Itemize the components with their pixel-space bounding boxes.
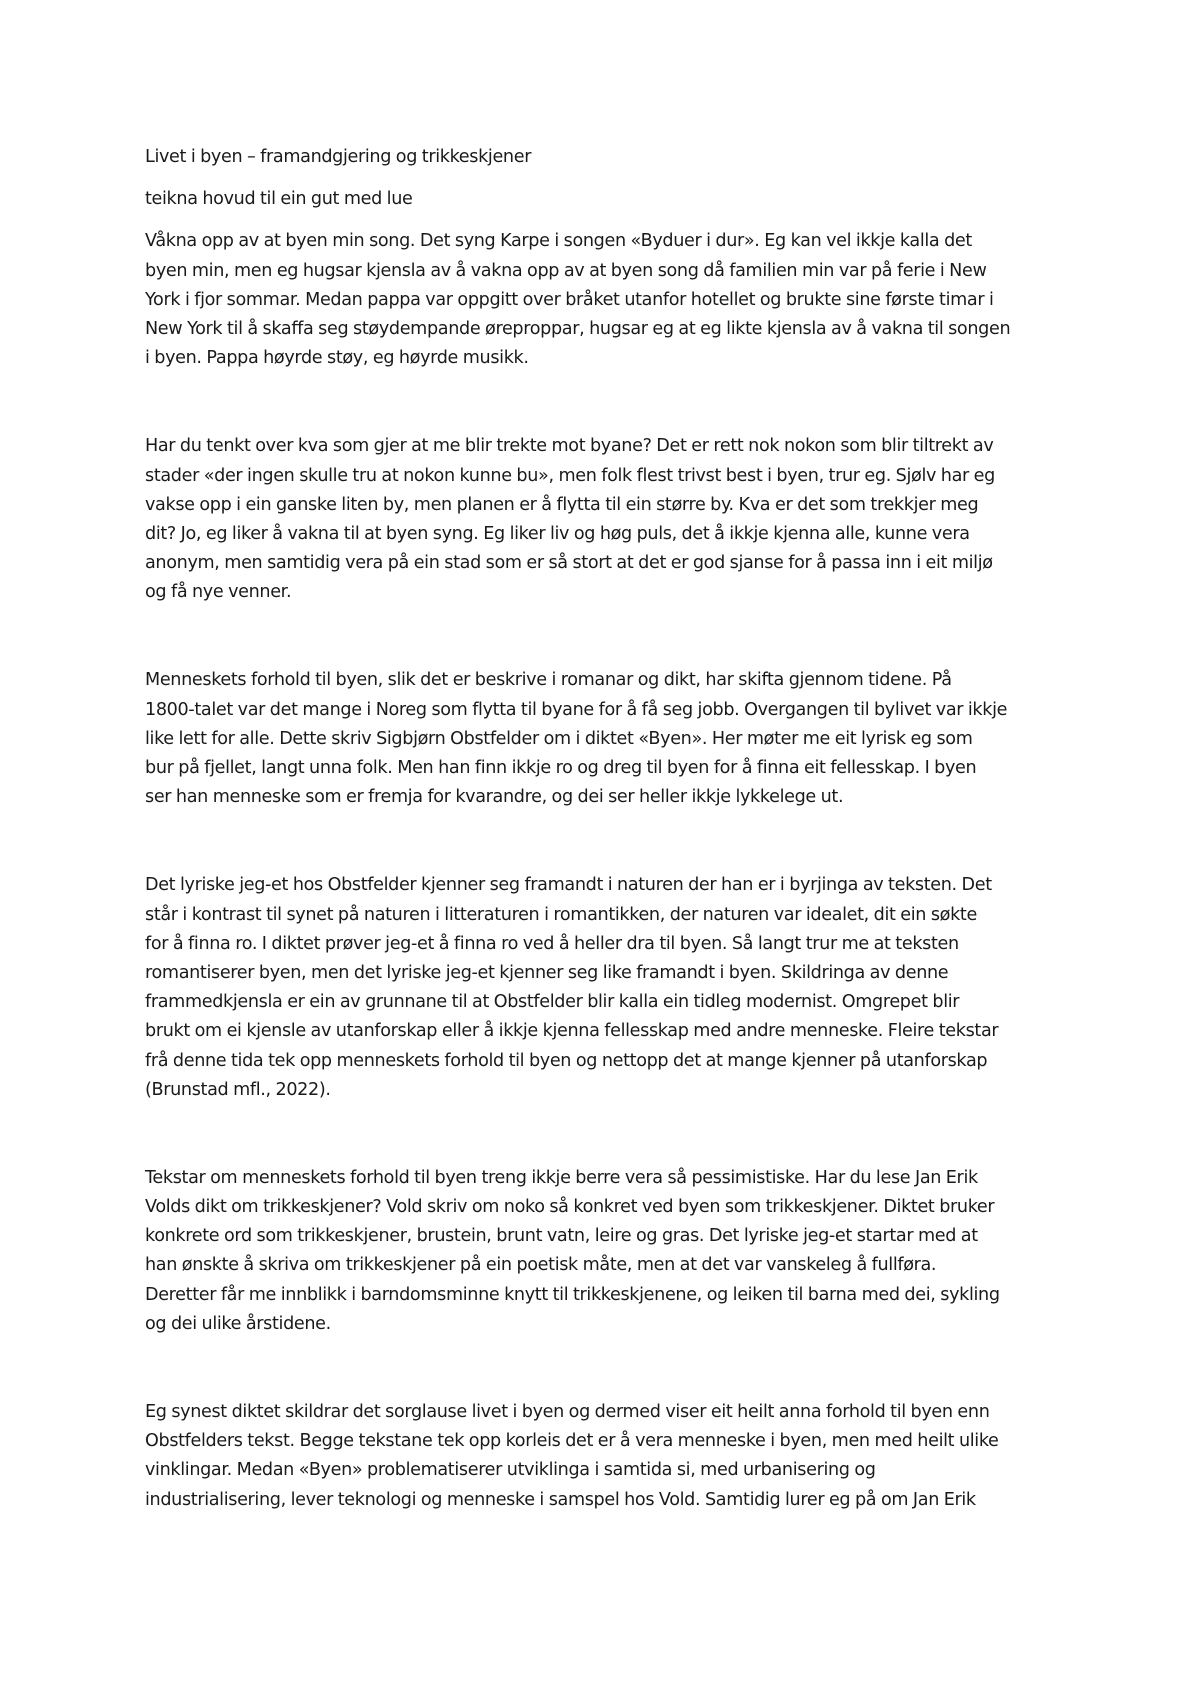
text-line: frammedkjensla er ein av grunnane til at Obstfelder blir kalla ein tidleg modernist. Omgrepet blir — [145, 992, 960, 1013]
text-line: Tekstar om menneskets forhold til byen treng ikkje berre vera så pessimistiske. Har du lese Jan Erik — [145, 1167, 978, 1188]
text-line: frå denne tida tek opp menneskets forhold til byen og nettopp det at mange kjenner på utanforskap — [145, 1050, 988, 1071]
paragraphs — [145, 227, 1065, 1514]
text-line: like lett for alle. Dette skriv Sigbjørn Obstfelder om i diktet «Byen». Her møter me eit lyrisk eg som — [145, 728, 973, 749]
text-line: han ønskte å skriva om trikkeskjener på ein poetisk måte, men at det var vanskeleg å fullføra. — [145, 1255, 937, 1276]
text-line: Menneskets forhold til byen, slik det er beskrive i romanar og dikt, har skifta gjennom tidene. På — [145, 670, 952, 691]
text-line: York i fjor sommar. Medan pappa var oppgitt over bråket utanfor hotellet og brukte sine første timar i — [145, 289, 994, 310]
paragraph — [145, 666, 1065, 812]
text-line: byen min, men eg hugsar kjensla av å vakna opp av at byen song då familien min var på ferie i New — [145, 260, 987, 281]
text-line: ser han menneske som er fremja for kvarandre, og dei ser heller ikkje lykkelege ut. — [145, 787, 844, 808]
text-line: romantiserer byen, men det lyriske jeg-et kjenner seg like framandt i byen. Skildringa av denne — [145, 962, 949, 983]
text-line: Det lyriske jeg-et hos Obstfelder kjenner seg framandt i naturen der han er i byrjinga av teksten. Det — [145, 875, 992, 896]
text-line: stader «der ingen skulle tru at nokon kunne bu», men folk flest trivst best i byen, trur eg. Sjølv har eg — [145, 465, 995, 486]
text-line: Volds dikt om trikkeskjener? Vold skriv om noko så konkret ved byen som trikkeskjener. Diktet bruker — [145, 1197, 995, 1218]
text-line: dit? Jo, eg liker å vakna til at byen syng. Eg liker liv og høg puls, det å ikkje kjenna alle, kunne vera — [145, 523, 970, 544]
text-line: (Brunstad mfl., 2022). — [145, 1079, 331, 1100]
paragraph — [145, 871, 1065, 1105]
text-line: for å finna ro. I diktet prøver jeg-et å finna ro ved å heller dra til byen. Så langt trur me at teksten — [145, 933, 959, 954]
text-line: New York til å skaffa seg støydempande øreproppar, hugsar eg at eg likte kjensla av å vakna til songen — [145, 318, 1011, 339]
paragraph — [145, 432, 1065, 607]
paragraph — [145, 227, 1065, 373]
document-title: Livet i byen – framandgjering og trikkeskjener — [145, 147, 532, 167]
image-caption: teikna hovud til ein gut med lue — [145, 189, 413, 210]
text-line: anonym, men samtidig vera på ein stad som er så stort at det er god sjanse for å passa inn i eit miljø — [145, 553, 993, 574]
text-line: vinklingar. Medan «Byen» problematiserer utviklinga i samtida si, med urbanisering og — [145, 1460, 876, 1481]
paragraph — [145, 1164, 1065, 1339]
text-line: industrialisering, lever teknologi og menneske i samspel hos Vold. Samtidig lurer eg på om Jan Erik — [145, 1489, 976, 1510]
text-line: Eg synest diktet skildrar det sorglause livet i byen og dermed viser eit heilt anna forhold til byen enn — [145, 1402, 990, 1422]
text-line: brukt om ei kjensle av utanforskap eller å ikkje kjenna fellesskap med andre menneske. Fleire tekstar — [145, 1021, 999, 1042]
text-line: og få nye venner. — [145, 582, 292, 603]
text-line: og dei ulike årstidene. — [145, 1313, 331, 1334]
text-line: konkrete ord som trikkeskjener, brustein, brunt vatn, leire og gras. Det lyriske jeg-et startar med at — [145, 1226, 978, 1247]
text-line: Deretter får me innblikk i barndomsminne knytt til trikkeskjenene, og leiken til barna med dei, sykling — [145, 1284, 1000, 1305]
text-line: bur på fjellet, langt unna folk. Men han finn ikkje ro og dreg til byen for å finna eit fellesskap. I byen — [145, 758, 977, 778]
text-line: Våkna opp av at byen min song. Det syng Karpe i songen «Byduer i dur». Eg kan vel ikkje kalla det — [145, 231, 972, 252]
text-line: vakse opp i ein ganske liten by, men planen er å flytta til ein større by. Kva er det som trekkjer meg — [145, 494, 979, 515]
text-line: i byen. Pappa høyrde støy, eg høyrde musikk. — [145, 348, 529, 369]
text-line: Har du tenkt over kva som gjer at me blir trekte mot byane? Det er rett nok nokon som blir tiltrekt av — [145, 436, 994, 457]
text-line: 1800-talet var det mange i Noreg som flytta til byane for å få seg jobb. Overgangen til bylivet var ikkje — [145, 699, 1008, 720]
text-line: Obstfelders tekst. Begge tekstane tek opp korleis det er å vera menneske i byen, men med heilt ulike — [145, 1431, 999, 1452]
document-body — [145, 143, 1065, 1574]
text-line: står i kontrast til synet på naturen i litteraturen i romantikken, der naturen var idealet, dit ein søkte — [145, 904, 977, 925]
paragraph — [145, 1398, 1065, 1515]
